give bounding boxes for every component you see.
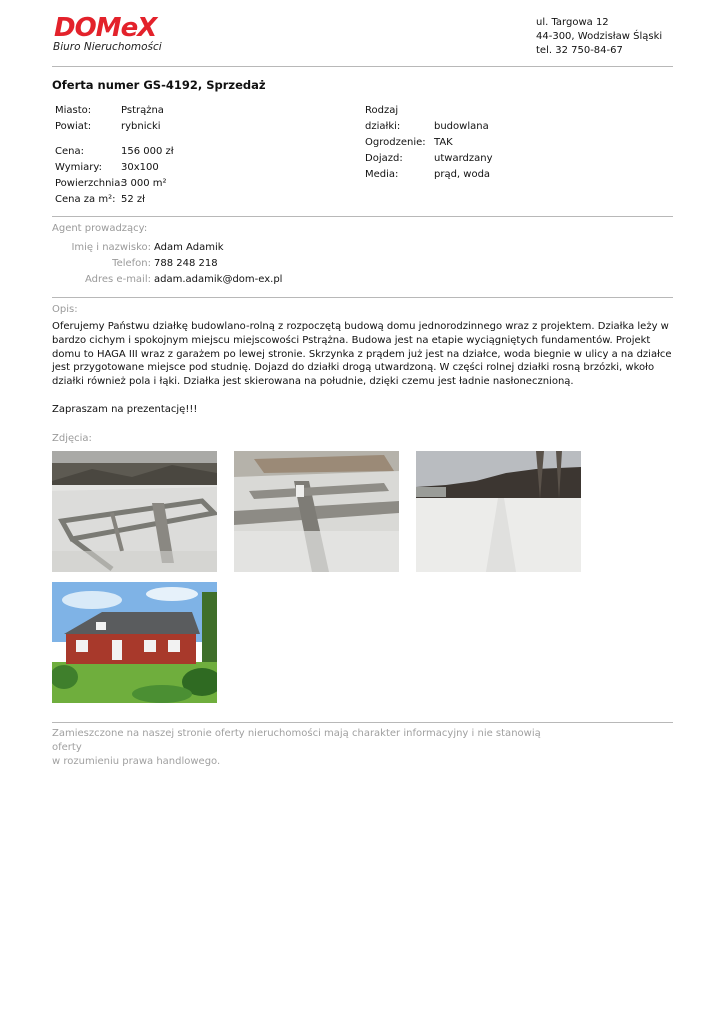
detail-value: 30x100	[121, 162, 159, 173]
divider	[52, 722, 673, 723]
detail-label: Rodzaj działki:	[365, 105, 401, 132]
detail-value: prąd, woda	[434, 169, 491, 180]
description-paragraph: Oferujemy Państwu działkę budowlano-rolną z rozpoczętą budową domu jednorodzinnego wraz z projektem. Działka leży w bardzo cichym i spokojnym miejscu miejscowości Pstrążna. Budowa jest na etapie wyciągniętych fundamentów. Projekt domu to HAGA III wraz z garażem po lewej stronie. Skrzynka z prądem już jest na działce, woda biegnie w ulicy a na działce jest przygotowane miejsce pod studnię. Dojazd do działki drogą utwardzoną. W części rolnej działki rosną brzózki, wkoło działki również pola i łąki. Działka jest skierowana na południe, dzięki czemu jest ładnie nasłonecznioną.	[52, 321, 672, 388]
address-city: 44-300, Wodzisław Śląski	[536, 31, 663, 42]
agent-name-label: Imię i nazwisko:	[71, 242, 151, 253]
photo-foundation-2[interactable]	[234, 451, 399, 572]
detail-label: Dojazd:	[365, 153, 403, 164]
detail-row	[55, 176, 174, 192]
agent-phone[interactable]: 788 248 218	[154, 258, 218, 269]
description	[52, 320, 675, 417]
detail-label: Miasto:	[55, 105, 92, 116]
company-phone: tel. 32 750-84-67	[536, 45, 623, 56]
detail-label: Wymiary:	[55, 162, 102, 173]
detail-label: Powiat:	[55, 121, 92, 132]
agent-name-row	[51, 240, 282, 256]
offer-title: Oferta numer GS-4192, Sprzedaż	[52, 78, 266, 92]
disclaimer	[52, 727, 552, 769]
agent-info	[51, 240, 282, 288]
agent-email[interactable]: adam.adamik@dom-ex.pl	[154, 274, 283, 285]
offer-details-right	[365, 103, 492, 183]
detail-value: budowlana	[434, 121, 489, 132]
detail-value: rybnicki	[121, 121, 161, 132]
detail-label: Ogrodzenie:	[365, 137, 426, 148]
detail-row	[55, 103, 174, 119]
detail-value: TAK	[434, 137, 453, 148]
company-logo: DOMeX	[54, 13, 157, 43]
agent-email-label: Adres e-mail:	[84, 274, 151, 285]
agent-name: Adam Adamik	[154, 242, 224, 253]
detail-row	[55, 119, 174, 135]
detail-label: Powierzchnia:	[55, 178, 124, 189]
company-address	[536, 16, 662, 58]
agent-phone-row	[51, 256, 282, 272]
detail-value: 3 000 m²	[121, 178, 167, 189]
agent-email-row	[51, 272, 282, 288]
photo-house-project[interactable]	[52, 582, 217, 703]
detail-row	[55, 160, 174, 176]
address-street: ul. Targowa 12	[536, 17, 609, 28]
detail-row	[365, 135, 492, 151]
photo-foundation-1[interactable]	[52, 451, 217, 572]
detail-value: utwardzany	[434, 153, 493, 164]
photo-field[interactable]	[416, 451, 581, 572]
detail-row	[365, 103, 492, 135]
disclaimer-line: Zamieszczone na naszej stronie oferty nieruchomości mają charakter informacyjny i nie stanowią oferty	[52, 728, 541, 753]
divider	[52, 216, 673, 217]
detail-value: Pstrążna	[121, 105, 164, 116]
divider	[52, 297, 673, 298]
detail-row	[55, 144, 174, 160]
detail-value: 52 zł	[121, 194, 145, 205]
divider	[52, 66, 673, 67]
detail-row	[365, 167, 492, 183]
detail-row	[55, 192, 174, 208]
description-section-label: Opis:	[52, 304, 78, 315]
description-closing: Zapraszam na prezentację!!!	[52, 403, 198, 415]
offer-details-left	[55, 103, 174, 208]
disclaimer-line: w rozumieniu prawa handlowego.	[52, 756, 221, 767]
agent-phone-label: Telefon:	[112, 258, 151, 269]
detail-label: Cena:	[55, 146, 84, 157]
detail-label: Media:	[365, 169, 399, 180]
detail-label: Cena za m²:	[55, 194, 116, 205]
detail-row	[365, 151, 492, 167]
agent-section-label: Agent prowadzący:	[52, 223, 148, 234]
company-subtitle: Biuro Nieruchomości	[53, 41, 162, 53]
photos-section-label: Zdjęcia:	[52, 433, 92, 444]
detail-value: 156 000 zł	[121, 146, 174, 157]
